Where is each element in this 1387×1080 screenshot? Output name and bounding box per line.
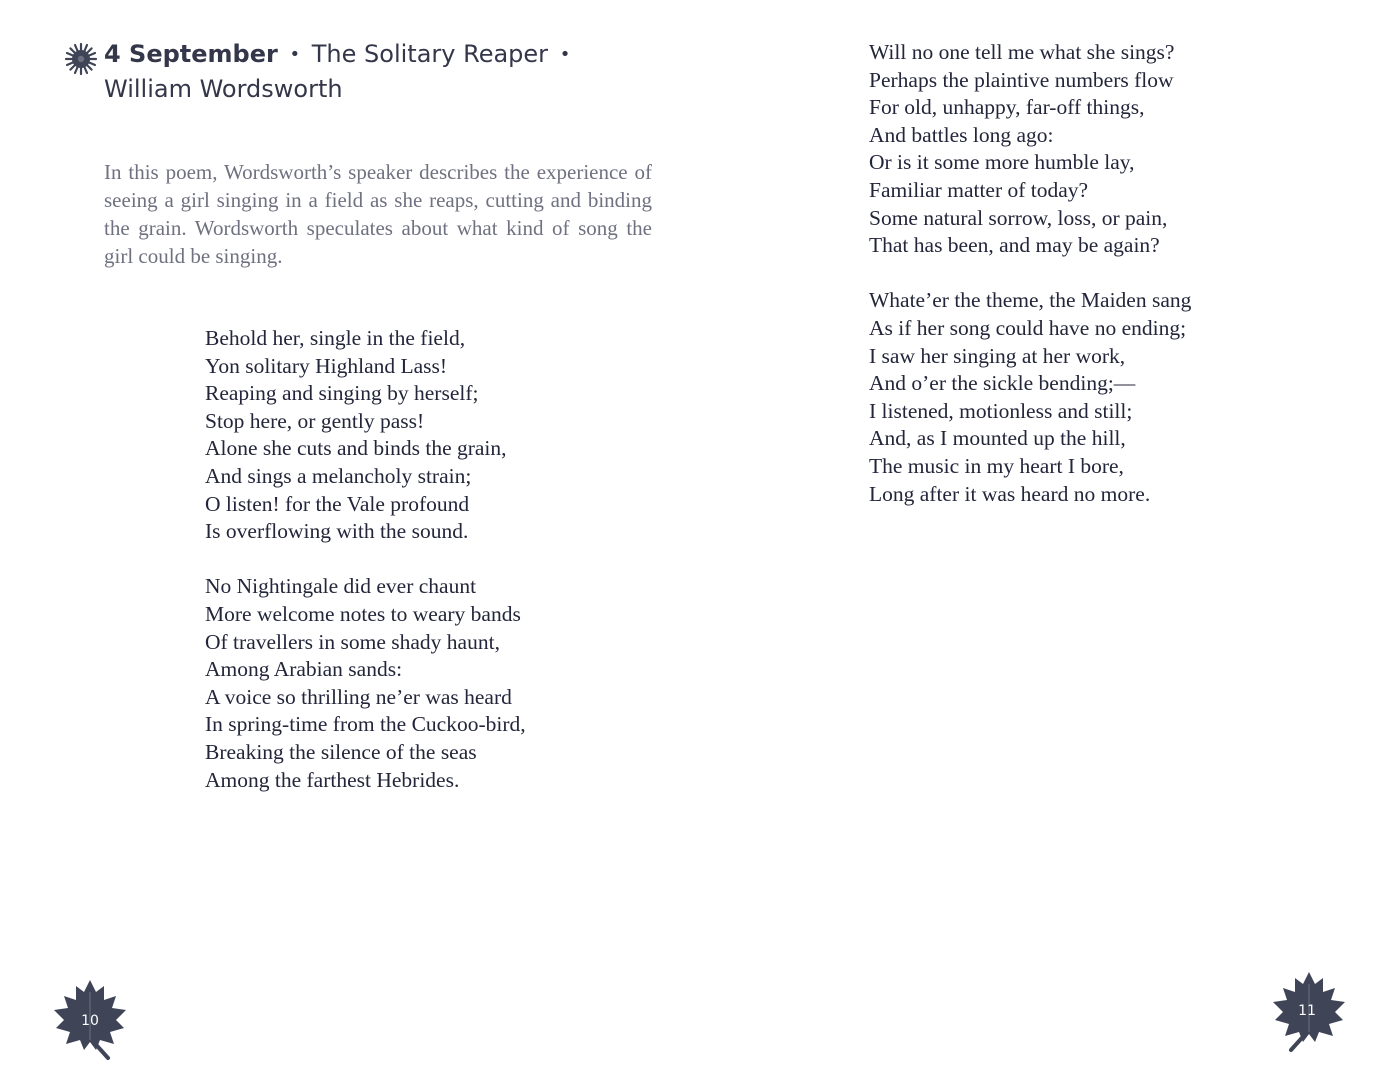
poem-line: I listened, motionless and still; — [869, 398, 1133, 423]
folio — [52, 978, 128, 1060]
poem-title: The Solitary Reaper — [311, 40, 549, 68]
poem-line: As if her song could have no ending; — [869, 315, 1187, 340]
poem-line: And, as I mounted up the hill, — [869, 426, 1126, 451]
poem-line: And battles long ago: — [869, 122, 1054, 147]
poem-line: Or is it some more humble lay, — [869, 150, 1135, 175]
poem-line: The music in my heart I bore, — [869, 453, 1124, 478]
poem-line: That has been, and may be again? — [869, 233, 1160, 258]
poem-line: Whate’er the theme, the Maiden sang — [869, 288, 1192, 313]
poem-line: O listen! for the Vale profound — [205, 491, 470, 516]
poem-line: Alone she cuts and binds the grain, — [205, 436, 507, 461]
poem-text — [869, 39, 1191, 536]
poem-line: No Nightingale did ever chaunt — [205, 574, 477, 599]
title-separator: • — [559, 44, 571, 65]
stanza — [205, 325, 526, 546]
poem-line: Perhaps the plaintive numbers flow — [869, 67, 1174, 92]
poem-line: Some natural sorrow, loss, or pain, — [869, 205, 1168, 230]
poem-line: Familiar matter of today? — [869, 177, 1089, 202]
poem-line: Among Arabian sands: — [205, 657, 403, 682]
stanza — [869, 287, 1191, 508]
poem-line: I saw her singing at her work, — [869, 343, 1126, 368]
poem-line: Is overflowing with the sound. — [205, 519, 469, 544]
intro-paragraph: In this poem, Wordsworth’s speaker describes the experience of seeing a girl singing in a field as she reaps, cutting and binding the grain. Wordsworth speculates about what kind of song the girl could be singing. — [104, 160, 652, 268]
page-number: 10 — [81, 1013, 99, 1029]
poem-line: More welcome notes to weary bands — [205, 601, 521, 626]
poem-line: Stop here, or gently pass! — [205, 408, 425, 433]
poem-text — [205, 325, 526, 822]
poem-line: For old, unhappy, far-off things, — [869, 95, 1145, 120]
poem-line: Yon solitary Highland Lass! — [205, 353, 448, 378]
poem-line: Long after it was heard no more. — [869, 481, 1151, 506]
stanza — [869, 39, 1191, 260]
flower-icon — [64, 42, 98, 76]
poem-line: In spring-time from the Cuckoo-bird, — [205, 712, 526, 737]
right-page — [693, 0, 1387, 1080]
poem-line: Reaping and singing by herself; — [205, 381, 479, 406]
stanza — [205, 573, 526, 794]
poem-line: Breaking the silence of the seas — [205, 739, 477, 764]
poem-line: Among the farthest Hebrides. — [205, 767, 460, 792]
page-header — [64, 38, 624, 106]
poem-line: A voice so thrilling ne’er was heard — [205, 684, 512, 709]
poem-line: Behold her, single in the field, — [205, 326, 466, 350]
page-number: 11 — [1298, 1003, 1316, 1019]
page-title — [104, 38, 624, 106]
poem-line: Of travellers in some shady haunt, — [205, 629, 500, 654]
poem-line: And o’er the sickle bending;— — [869, 371, 1136, 396]
poem-line: And sings a melancholy strain; — [205, 463, 472, 488]
title-separator: • — [289, 44, 301, 65]
poem-line: Will no one tell me what she sings? — [869, 40, 1175, 64]
date-heading: 4 September — [104, 40, 278, 68]
folio — [1271, 970, 1347, 1052]
left-page — [0, 0, 693, 1080]
author-name: William Wordsworth — [104, 75, 343, 103]
